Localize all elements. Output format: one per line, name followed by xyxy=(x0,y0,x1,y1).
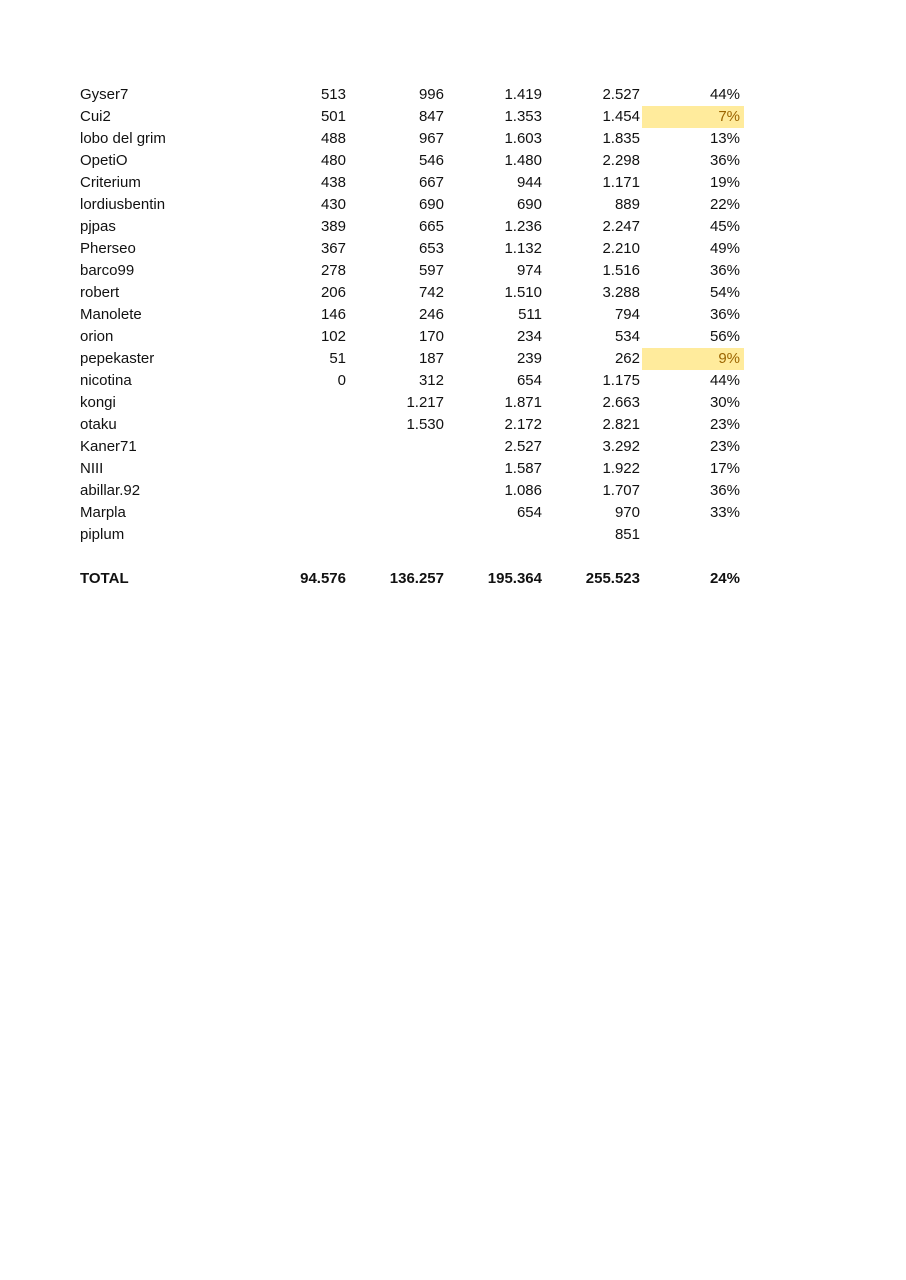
value-col-4: 3.292 xyxy=(602,438,640,455)
value-col-1: 367 xyxy=(320,240,346,257)
value-col-2 xyxy=(348,480,446,502)
table-row xyxy=(80,106,744,128)
total-label: TOTAL xyxy=(80,570,129,587)
percent-cell: 23% xyxy=(709,416,740,433)
value-col-4: 534 xyxy=(614,328,640,345)
value-col-1 xyxy=(250,480,348,502)
value-col-1: 0 xyxy=(337,372,346,389)
value-col-2: 1.530 xyxy=(406,416,444,433)
player-name: orion xyxy=(80,328,114,345)
value-col-4: 2.663 xyxy=(602,394,640,411)
value-col-3: 2.527 xyxy=(504,438,542,455)
value-col-1: 513 xyxy=(320,86,346,103)
player-name: Gyser7 xyxy=(80,86,129,103)
percent-cell: 54% xyxy=(709,284,740,301)
value-col-2 xyxy=(348,436,446,458)
value-col-2: 187 xyxy=(418,350,444,367)
player-name: pepekaster xyxy=(80,350,155,367)
percent-cell: 49% xyxy=(709,240,740,257)
value-col-2: 967 xyxy=(418,130,444,147)
player-name: pjpas xyxy=(80,218,116,235)
percent-cell: 13% xyxy=(709,130,740,147)
table-row xyxy=(80,194,744,216)
total-percent: 24% xyxy=(709,570,740,587)
value-col-4: 1.171 xyxy=(602,174,640,191)
table-row xyxy=(80,282,744,304)
percent-cell: 22% xyxy=(709,196,740,213)
value-col-3: 511 xyxy=(518,306,542,323)
percent-cell: 36% xyxy=(709,152,740,169)
value-col-3 xyxy=(446,524,544,546)
table-row xyxy=(80,414,744,436)
value-col-2: 690 xyxy=(418,196,444,213)
value-col-2: 546 xyxy=(418,152,444,169)
value-col-3: 1.419 xyxy=(504,86,542,103)
value-col-2 xyxy=(348,458,446,480)
table-row xyxy=(80,392,744,414)
value-col-3: 1.603 xyxy=(504,130,542,147)
value-col-2 xyxy=(348,524,446,546)
table-row xyxy=(80,216,744,238)
value-col-1: 278 xyxy=(320,262,346,279)
player-name: lobo del grim xyxy=(80,130,166,147)
value-col-1: 438 xyxy=(320,174,346,191)
value-col-1 xyxy=(250,502,348,524)
value-col-4: 1.516 xyxy=(602,262,640,279)
percent-cell: 44% xyxy=(709,372,740,389)
percent-cell: 30% xyxy=(709,394,740,411)
player-name: robert xyxy=(80,284,120,301)
value-col-2: 170 xyxy=(418,328,444,345)
value-col-1 xyxy=(250,436,348,458)
percent-cell: 36% xyxy=(709,262,740,279)
table-row xyxy=(80,238,744,260)
player-name: barco99 xyxy=(80,262,135,279)
value-col-1 xyxy=(250,414,348,436)
total-row xyxy=(80,568,744,590)
table-row xyxy=(80,260,744,282)
percent-cell: 7% xyxy=(642,106,744,128)
table-row xyxy=(80,326,744,348)
player-name: Cui2 xyxy=(80,108,111,125)
value-col-2: 742 xyxy=(418,284,444,301)
value-col-2: 847 xyxy=(418,108,444,125)
player-name: Pherseo xyxy=(80,240,136,257)
value-col-4: 851 xyxy=(614,526,640,543)
value-col-2: 312 xyxy=(418,372,444,389)
value-col-3: 1.510 xyxy=(504,284,542,301)
table-row xyxy=(80,524,744,546)
percent-cell: 36% xyxy=(709,482,740,499)
player-name: otaku xyxy=(80,416,117,433)
table-row xyxy=(80,480,744,502)
value-col-1: 488 xyxy=(320,130,346,147)
player-name: NIII xyxy=(80,460,104,477)
total-value-2: 136.257 xyxy=(389,570,444,587)
table-row xyxy=(80,348,744,370)
value-col-2: 1.217 xyxy=(406,394,444,411)
blank-row xyxy=(80,546,744,568)
percent-cell: 44% xyxy=(709,86,740,103)
value-col-2 xyxy=(348,502,446,524)
player-name: piplum xyxy=(80,526,125,543)
table-row xyxy=(80,172,744,194)
value-col-1: 501 xyxy=(320,108,346,125)
value-col-3: 1.587 xyxy=(504,460,542,477)
value-col-4: 2.210 xyxy=(602,240,640,257)
spreadsheet-table xyxy=(80,84,744,590)
value-col-1 xyxy=(250,458,348,480)
value-col-1: 146 xyxy=(320,306,346,323)
percent-cell: 56% xyxy=(709,328,740,345)
player-name: OpetiO xyxy=(80,152,128,169)
percent-cell: 19% xyxy=(709,174,740,191)
value-col-4: 3.288 xyxy=(602,284,640,301)
value-col-4: 1.454 xyxy=(602,108,640,125)
table-row xyxy=(80,502,744,524)
value-col-3: 690 xyxy=(516,196,542,213)
total-value-3: 195.364 xyxy=(487,570,542,587)
value-col-2: 246 xyxy=(418,306,444,323)
value-col-3: 974 xyxy=(516,262,542,279)
percent-cell: 17% xyxy=(709,460,740,477)
value-col-4: 1.175 xyxy=(602,372,640,389)
value-col-1: 206 xyxy=(320,284,346,301)
value-col-1 xyxy=(250,524,348,546)
percent-cell: 36% xyxy=(709,306,740,323)
player-name: Criterium xyxy=(80,174,141,191)
value-col-3: 1.132 xyxy=(504,240,542,257)
table-row xyxy=(80,370,744,392)
table-row xyxy=(80,128,744,150)
value-col-2: 996 xyxy=(418,86,444,103)
player-name: Kaner71 xyxy=(80,438,137,455)
value-col-4: 2.527 xyxy=(602,86,640,103)
value-col-3: 239 xyxy=(516,350,542,367)
table-row xyxy=(80,304,744,326)
value-col-3: 1.236 xyxy=(504,218,542,235)
value-col-3: 234 xyxy=(516,328,542,345)
value-col-4: 2.247 xyxy=(602,218,640,235)
player-name: nicotina xyxy=(80,372,132,389)
value-col-1: 430 xyxy=(320,196,346,213)
percent-cell: 33% xyxy=(709,504,740,521)
value-col-3: 654 xyxy=(516,372,542,389)
player-name: kongi xyxy=(80,394,116,411)
value-col-1: 51 xyxy=(329,350,346,367)
total-value-1: 94.576 xyxy=(300,570,346,587)
player-name: Marpla xyxy=(80,504,126,521)
value-col-2: 667 xyxy=(418,174,444,191)
total-value-4: 255.523 xyxy=(585,570,640,587)
percent-cell xyxy=(642,524,744,546)
value-col-4: 1.922 xyxy=(602,460,640,477)
value-col-4: 889 xyxy=(614,196,640,213)
value-col-4: 262 xyxy=(614,350,640,367)
player-name: Manolete xyxy=(80,306,142,323)
value-col-4: 2.821 xyxy=(602,416,640,433)
value-col-3: 2.172 xyxy=(504,416,542,433)
table-row xyxy=(80,436,744,458)
data-rows xyxy=(80,84,744,546)
value-col-4: 1.835 xyxy=(602,130,640,147)
value-col-2: 665 xyxy=(418,218,444,235)
value-col-2: 597 xyxy=(418,262,444,279)
value-col-2: 653 xyxy=(418,240,444,257)
value-col-1: 480 xyxy=(320,152,346,169)
value-col-3: 1.353 xyxy=(504,108,542,125)
value-col-4: 1.707 xyxy=(602,482,640,499)
value-col-3: 944 xyxy=(516,174,542,191)
value-col-1: 102 xyxy=(320,328,346,345)
value-col-3: 1.871 xyxy=(504,394,542,411)
table-row xyxy=(80,84,744,106)
value-col-4: 970 xyxy=(614,504,640,521)
value-col-3: 1.480 xyxy=(504,152,542,169)
value-col-4: 794 xyxy=(614,306,640,323)
value-col-1: 389 xyxy=(320,218,346,235)
value-col-3: 1.086 xyxy=(504,482,542,499)
percent-cell: 9% xyxy=(642,348,744,370)
value-col-3: 654 xyxy=(516,504,542,521)
percent-cell: 23% xyxy=(709,438,740,455)
table-row xyxy=(80,150,744,172)
player-name: lordiusbentin xyxy=(80,196,166,213)
value-col-4: 2.298 xyxy=(602,152,640,169)
player-name: abillar.92 xyxy=(80,482,141,499)
table-row xyxy=(80,458,744,480)
percent-cell: 45% xyxy=(709,218,740,235)
value-col-1 xyxy=(250,392,348,414)
